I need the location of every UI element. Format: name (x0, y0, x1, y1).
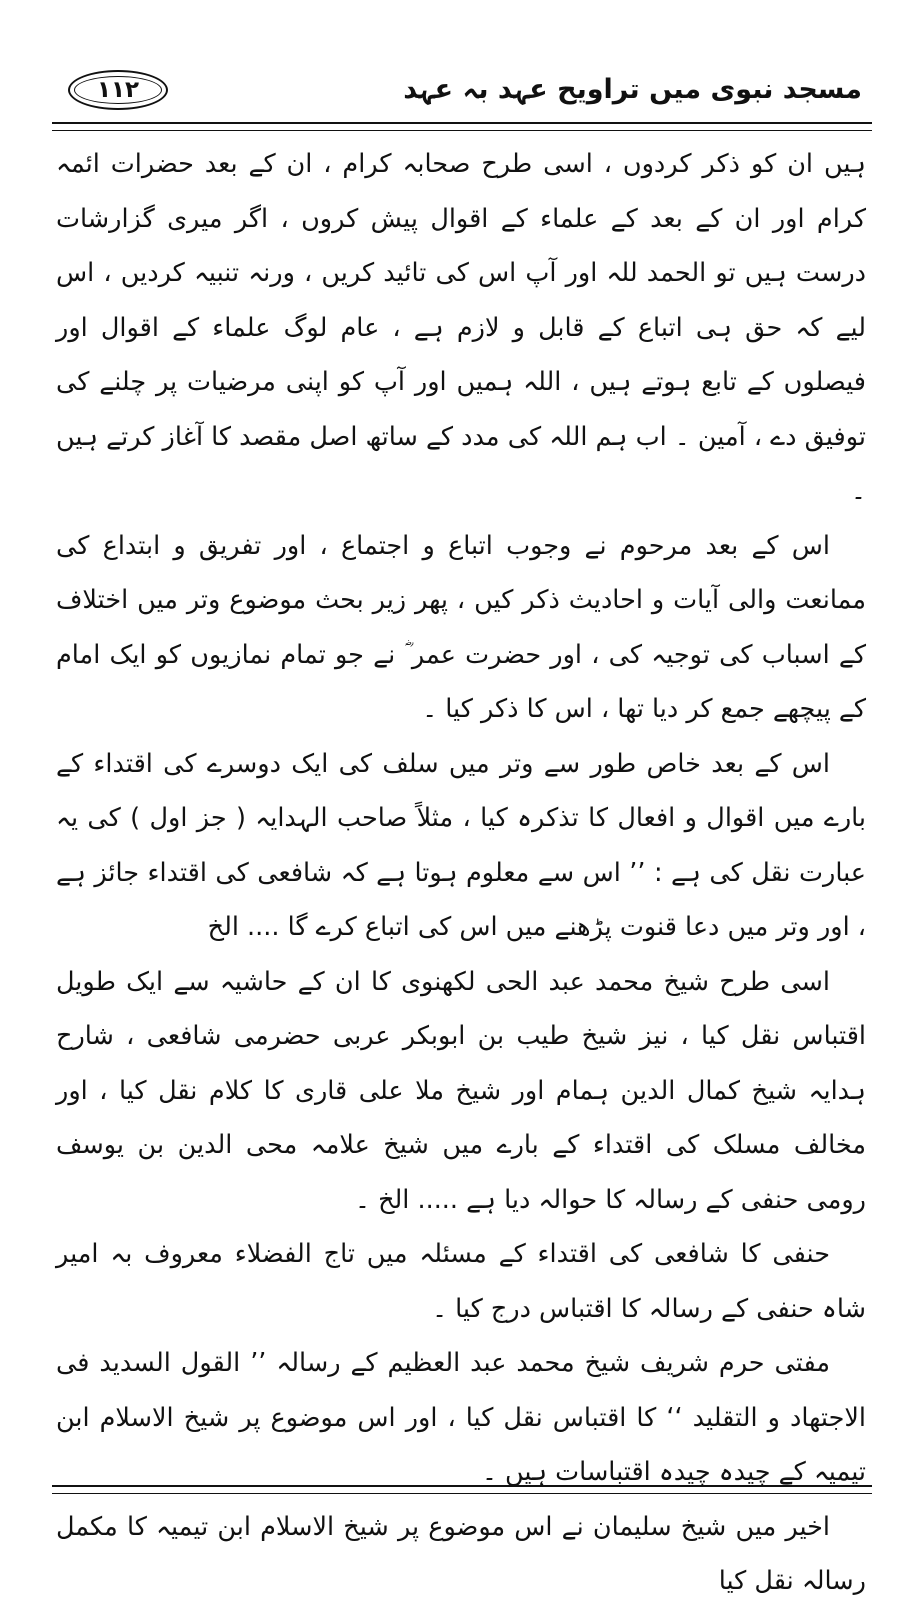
paragraph: مفتی حرم شریف شیخ محمد عبد العظیم کے رسالہ ’’ القول السدید فی الاجتهاد و التقلید ‘‘ کا اقتباس نقل کیا ، اور اس موضوع پر شیخ الاسلام ابن تیمیہ کے چیدہ چیدہ اقتباسات ہیں ۔ (56, 1348, 866, 1487)
page-header (52, 60, 872, 122)
page-number-badge: ۱۱۲ (68, 70, 168, 110)
paragraph: اس کے بعد خاص طور سے وتر میں سلف کی ایک دوسرے کی اقتداء کے بارے میں اقوال و افعال کا تذکرہ کیا ، مثلاً صاحب الہدایہ ( جز اول ) کی یہ عبارت نقل کی ہے : ’’ اس سے معلوم ہوتا ہے کہ شافعی کی اقتداء جائز ہے ، اور وتر میں دعا قنوت پڑھنے میں اس کی اتباع کرے گا .... الخ (56, 748, 866, 942)
book-page (52, 60, 872, 1596)
paragraph: اس کے بعد مرحوم نے وجوب اتباع و اجتماع ، اور تفریق و ابتداع کی ممانعت والی آیات و احادیث ذکر کیں ، پھر زیر بحث موضوع وتر میں اختلاف کے اسباب کی توجیہ کی ، اور حضرت عمر ؓ نے جو تمام نمازیوں کو ایک امام کے پیچھے جمع کر دیا تھا ، اس کا ذکر کیا ۔ (56, 530, 866, 724)
paragraph: ہیں ان کو ذکر کردوں ، اسی طرح صحابہ کرام ، ان کے بعد حضرات ائمہ کرام اور ان کے بعد کے علماء کے اقوال پیش کروں ، اگر میری گزارشات درست ہیں تو الحمد للہ اور آپ اس کی تائید کریں ، ورنہ تنبیہ کردیں ، اس لیے کہ حق ہی اتباع کے قابل و لازم ہے ، عام لوگ علماء کے اقوال اور فیصلوں کے تابع ہوتے ہیں ، اللہ ہمیں اور آپ کو اپنی مرضیات پر چلنے کی توفیق دے ، آمین ۔ اب ہم اللہ کی مدد کے ساتھ اصل مقصد کا آغاز کرتے ہیں ۔ (56, 149, 866, 506)
running-title: مسجد نبوی میں تراویح عہد بہ عہد (403, 74, 862, 105)
paragraph: اخیر میں شیخ سلیمان نے اس موضوع پر شیخ الاسلام ابن تیمیہ کا مکمل رسالہ نقل کیا (56, 1511, 866, 1596)
footer-rule (52, 1485, 872, 1494)
body-text (52, 131, 872, 1609)
header-rule (52, 122, 872, 131)
paragraph: اسی طرح شیخ محمد عبد الحی لکھنوی کا ان کے حاشیہ سے ایک طویل اقتباس نقل کیا ، نیز شیخ طیب بن ابوبکر عربی حضرمی شافعی ، شارح ہدایہ شیخ کمال الدین ہمام اور شیخ ملا علی قاری کا کلام نقل کیا ، اور مخالف مسلک کی اقتداء کے بارے میں شیخ علامہ محی الدین بن یوسف رومی حنفی کے رسالہ کا حوالہ دیا ہے ..... الخ ۔ (56, 966, 866, 1215)
paragraph: حنفی کا شافعی کی اقتداء کے مسئلہ میں تاج الفضلاء معروف بہ امیر شاہ حنفی کے رسالہ کا اقتباس درج کیا ۔ (56, 1239, 866, 1324)
